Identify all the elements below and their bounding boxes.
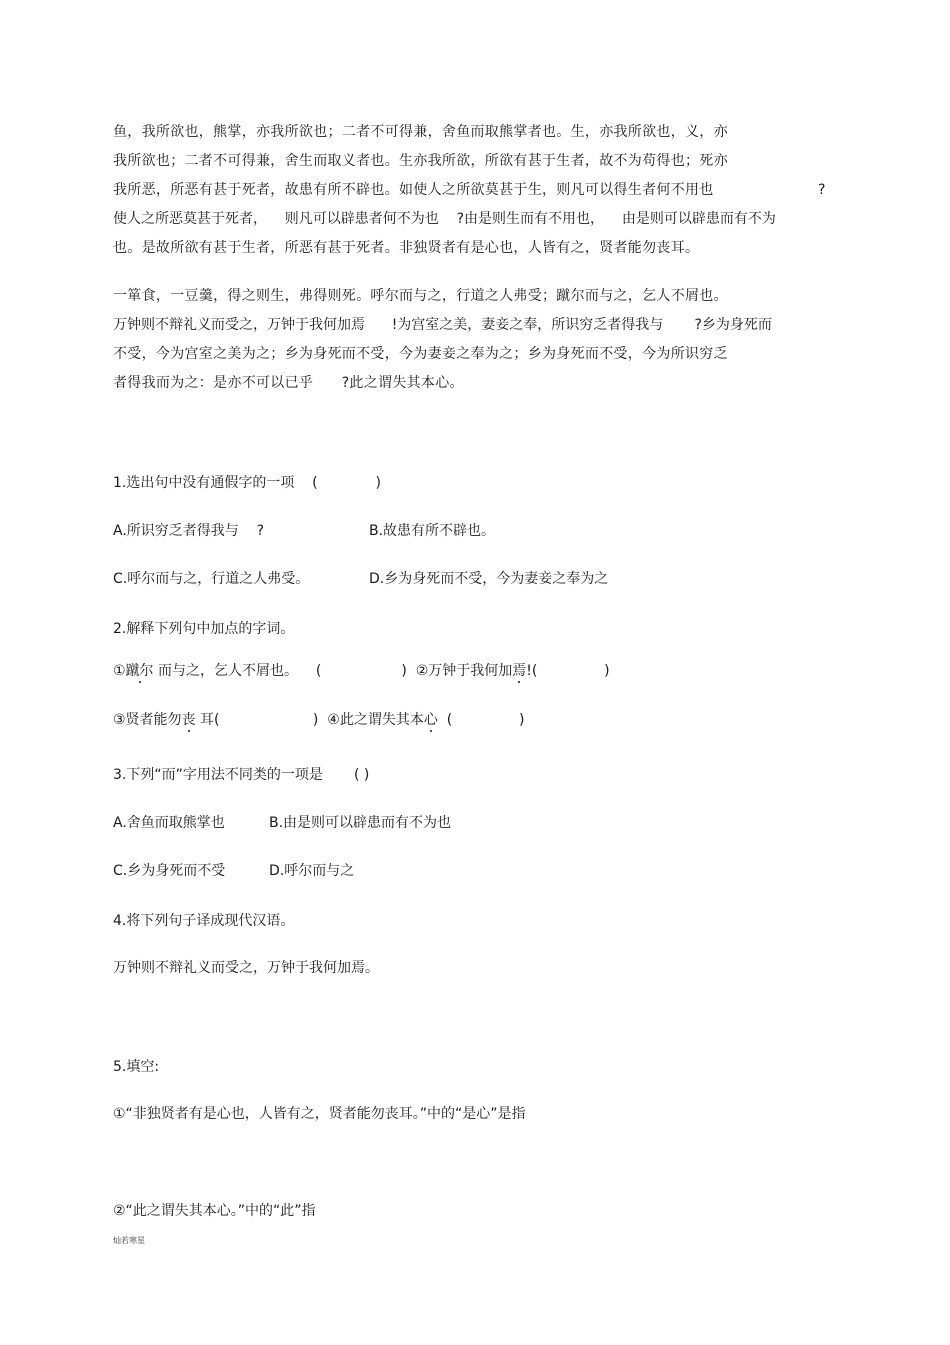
question-1-option-c: C.呼尔而与之，行道之人弗受。 — [113, 571, 310, 587]
question-3-option-a: A.舍鱼而取熊掌也 — [113, 815, 225, 831]
q2-item4-dotted-word: 心 — [423, 712, 438, 728]
passage-line: 不受，今为宫室之美为之；乡为身死而不受，今为妻妾之奉为之；乡为身死而不受，今为所识穷乏 — [113, 346, 728, 362]
question-2-items-row1 — [113, 661, 610, 681]
q2-item1-dotted-word: 蹴尔 — [125, 663, 154, 679]
passage-line: 一箪食，一豆羹，得之则生，弗得则死。呼尔而与之，行道之人弗受；蹴尔而与之，乞人不屑也。 — [113, 288, 728, 304]
question-1-option-b: B.故患有所不辟也。 — [369, 523, 496, 539]
passage-line: 万钟则不辩礼义而受之，万钟于我何加焉 !为宫室之美，妻妾之奉，所识穷乏者得我与 ?乡为身死而 — [113, 317, 772, 333]
q2-item3-prefix: ③贤者能勿 — [113, 712, 182, 728]
question-1-option-a: A.所识穷乏者得我与 ? — [113, 523, 265, 539]
passage-line: 我所恶，所恶有甚于死者，故患有所不辟也。如使人之所欲莫甚于生，则凡可以得生者何不用也 — [113, 182, 714, 198]
question-3-option-c: C.乡为身死而不受 — [113, 863, 226, 879]
question-4-stem: 4.将下列句子译成现代汉语。 — [113, 913, 295, 929]
footer-text: 灿若寒星 — [113, 1236, 145, 1245]
q2-item1-prefix: ① — [113, 663, 126, 679]
question-5-item-1: ①“非独贤者有是心也，人皆有之，贤者能勿丧耳。”中的“是心”是指 — [113, 1106, 526, 1122]
question-2-items-row2 — [113, 710, 524, 730]
passage-line: 使人之所恶莫甚于死者， 则凡可以辟患者何不为也 ?由是则生而有不用也， 由是则可以辟患而有不为 — [113, 211, 776, 227]
question-1-option-d: D.乡为身死而不受，今为妻妾之奉为之 — [369, 571, 609, 587]
question-5-item-2: ②“此之谓失其本心。”中的“此”指 — [113, 1203, 316, 1219]
q2-item1-rest: 而与之，乞人不屑也。 ( ) ②万钟于我何加 — [153, 663, 513, 679]
passage-question-mark: ? — [818, 182, 826, 198]
passage-line: 者得我而为之：是亦不可以已乎 ?此之谓失其本心。 — [113, 375, 464, 391]
q2-item2-rest: !( ) — [526, 663, 610, 679]
passage-line: 也。是故所欲有甚于生者，所恶有甚于死者。非独贤者有是心也，人皆有之，贤者能勿丧耳。 — [113, 240, 700, 256]
passage-line: 我所欲也；二者不可得兼，舍生而取义者也。生亦我所欲，所欲有甚于生者，故不为苟得也；死亦 — [113, 153, 728, 169]
question-3-option-d: D.呼尔而与之 — [269, 863, 355, 879]
question-5-stem: 5.填空: — [113, 1059, 160, 1075]
question-1-stem: 1.选出句中没有通假字的一项 ( ) — [113, 475, 381, 491]
q2-item3-dotted-word: 丧 — [181, 712, 196, 728]
question-3-stem: 3.下列“而”字用法不同类的一项是 ( ) — [113, 767, 370, 783]
q2-item3-rest: 耳( ) ④此之谓失其本 — [195, 712, 424, 728]
passage-line: 鱼，我所欲也，熊掌，亦我所欲也；二者不可得兼，舍鱼而取熊掌者也。生，亦我所欲也，义，亦 — [113, 124, 728, 140]
question-2-stem: 2.解释下列句中加点的字词。 — [113, 621, 295, 637]
question-3-option-b: B.由是则可以辟患而有不为也 — [269, 815, 452, 831]
question-4-sentence: 万钟则不辩礼义而受之，万钟于我何加焉。 — [113, 960, 379, 976]
q2-item2-dotted-word: 焉 — [512, 663, 527, 679]
q2-item4-rest: ( ) — [437, 712, 525, 728]
